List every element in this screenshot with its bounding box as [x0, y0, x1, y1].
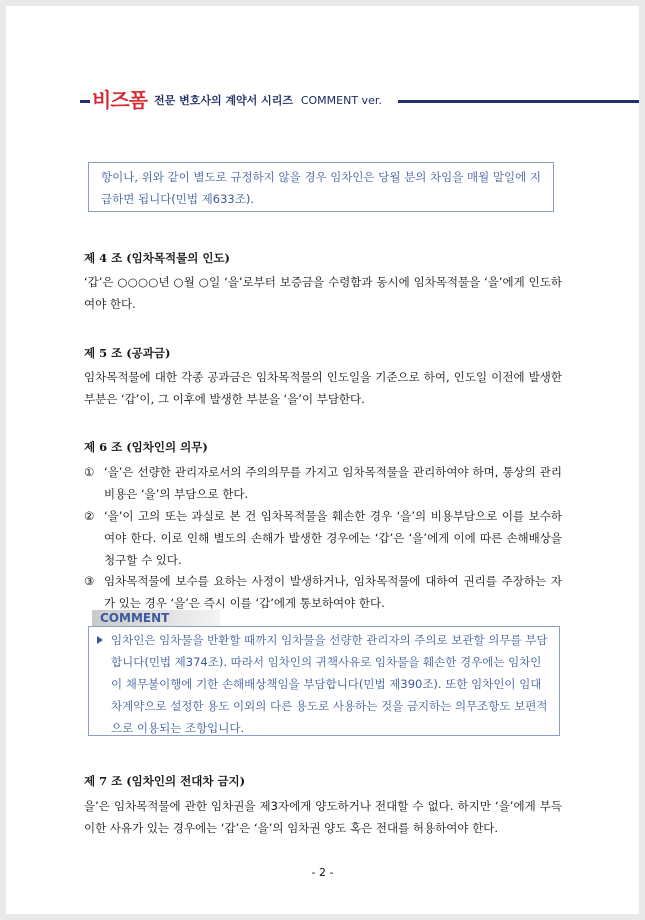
triangle-bullet-icon	[97, 636, 103, 644]
item-text: ‘을’은 선량한 관리자로서의 주의의무를 가지고 임차목적물을 관리하여야 하며, 통상의 관리비용은 ‘을’의 부담으로 한다.	[104, 465, 562, 501]
page-number: - 2 -	[311, 866, 334, 879]
comment-box-top: 항이나, 위와 같이 별도로 규정하지 않을 경우 임차인은 당월 분의 차임을 매월 말일에 지급하면 됩니다(민법 제633조).	[88, 162, 554, 212]
item-text: ‘을’이 고의 또는 과실로 본 건 임차목적물을 훼손한 경우 ‘을’의 비용부담으로 이를 보수하여야 한다. 이로 인해 별도의 손해가 발생한 경우에는 ‘갑’은 ‘을’에게 이에 따른 손해배상을 청구할 수 있다.	[104, 509, 562, 567]
article-6-item-1	[84, 461, 562, 505]
header-rule-right	[398, 100, 639, 103]
header-tagline	[154, 92, 382, 108]
article-6-title: 제 6 조 (임차인의 의무)	[84, 440, 208, 454]
article-4-body: ‘갑’은 ○○○○년 ○월 ○일 ‘을’로부터 보증금을 수령함과 동시에 임차목적물을 ‘을’에게 인도하여야 한다.	[84, 275, 562, 311]
article-5-body: 임차목적물에 대한 각종 공과금은 임차목적물의 인도일을 기준으로 하여, 인도일 이전에 발생한 부분은 ‘갑’이, 그 이후에 발생한 부분을 ‘을’이 부담한다.	[84, 370, 562, 406]
comment-text: 임차인은 임차물을 반환할 때까지 임차물을 선량한 관리자의 주의로 보관할 의무를 부담합니다(민법 제374조). 따라서 임차인의 귀책사유로 임차물을 훼손한 경우에는 임차인이 채무불이행에 기한 손해배상책임을 부담합니다(민법 제390조). 또한 임차인이 임대차계약으로 설정한 용도 이외의 다른 용도로 사용하는 것을 금지하는 의무조항도 보편적으로 이용되는 조항입니다.	[111, 633, 548, 735]
comment-box-main	[88, 626, 560, 736]
article-4-title: 제 4 조 (임차목적물의 인도)	[84, 251, 230, 265]
article-5-title: 제 5 조 (공과금)	[84, 346, 171, 360]
article-7-title: 제 7 조 (임차인의 전대차 금지)	[84, 774, 246, 788]
tagline-text: 전문 변호사의 계약서 시리즈	[154, 94, 293, 107]
article-6-item-3	[84, 570, 562, 614]
version-label: COMMENT ver.	[300, 94, 382, 107]
article-7-body: 을’은 임차목적물에 관한 임차권을 제3자에게 양도하거나 전대할 수 없다. 하지만 ‘을’에게 부득이한 사유가 있는 경우에는 ‘갑’은 ‘을’의 임차권 양도 혹은 전대를 허용하여야 한다.	[84, 799, 562, 835]
item-number: ③	[84, 574, 95, 588]
page-header	[6, 86, 639, 110]
item-number: ②	[84, 509, 95, 523]
document-page	[6, 6, 639, 914]
item-text: 임차목적물에 보수를 요하는 사정이 발생하거나, 임차목적물에 대하여 권리를 주장하는 자가 있는 경우 ‘을’은 즉시 이를 ‘갑’에게 통보하여야 한다.	[104, 574, 562, 610]
item-number: ①	[84, 465, 95, 479]
comment-label: COMMENT	[92, 610, 220, 626]
brand-logo: 비즈폼	[92, 88, 147, 112]
header-rule-left	[80, 100, 90, 103]
article-6-item-2	[84, 505, 562, 571]
